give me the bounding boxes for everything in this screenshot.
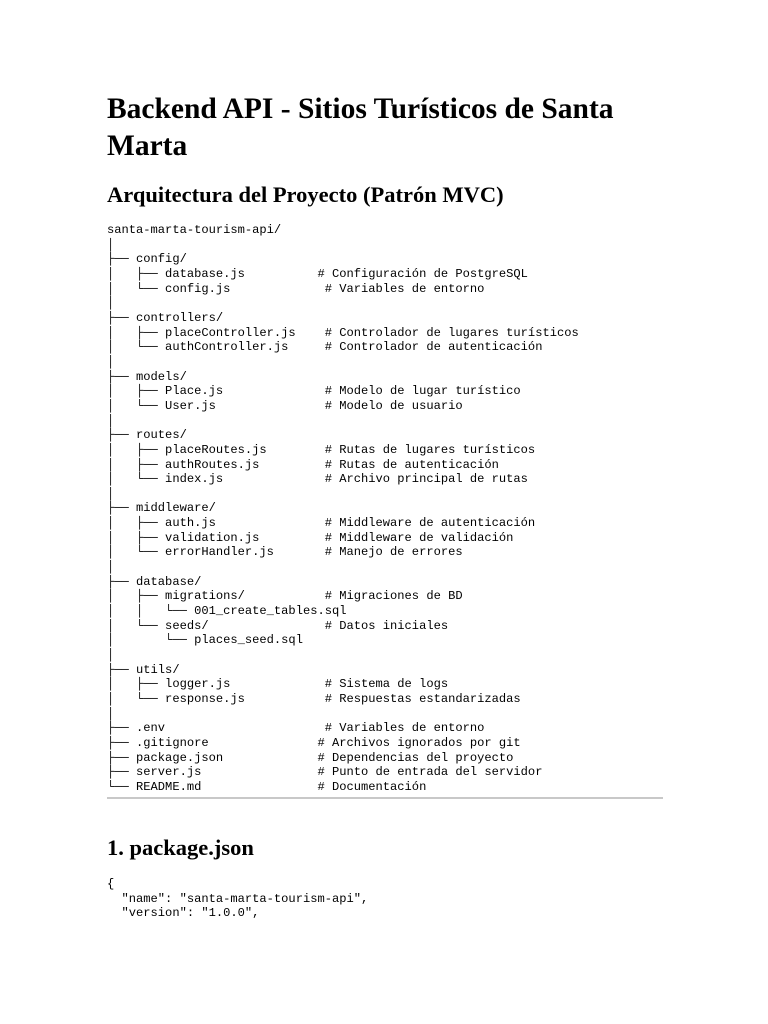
tree-line: │ [107, 237, 115, 252]
tree-line: │ ├── placeController.js # Controlador de lugares turísticos [107, 325, 579, 340]
package-json-code-block [107, 877, 368, 921]
package-json-heading: 1. package.json [107, 835, 254, 860]
tree-line: │ ├── placeRoutes.js # Rutas de lugares turísticos [107, 442, 536, 457]
tree-line: ├── models/ [107, 369, 187, 384]
tree-line: │ └── User.js # Modelo de usuario [107, 398, 463, 413]
tree-line: ├── .env # Variables de entorno [107, 721, 485, 736]
tree-line: santa-marta-tourism-api/ [107, 223, 282, 237]
project-tree-code-block [107, 223, 663, 799]
tree-line: │ ├── Place.js # Modelo de lugar turístico [107, 384, 521, 399]
tree-line: │ [107, 648, 115, 663]
tree-line: │ ├── authRoutes.js # Rutas de autenticación [107, 457, 499, 472]
document-title: Backend API - Sitios Turísticos de Santa Marta [107, 93, 614, 162]
tree-line: │ [107, 560, 115, 575]
tree-line: ├── server.js # Punto de entrada del servidor [107, 765, 543, 780]
tree-line: ├── database/ [107, 574, 202, 589]
tree-line: │ [107, 413, 115, 428]
tree-line: │ │ └── 001_create_tables.sql [107, 604, 347, 619]
tree-line: │ ├── logger.js # Sistema de logs [107, 677, 449, 692]
tree-line: │ └── config.js # Variables de entorno [107, 281, 485, 296]
tree-line: │ └── errorHandler.js # Manejo de errores [107, 545, 463, 560]
tree-line: │ └── response.js # Respuestas estandarizadas [107, 692, 521, 706]
architecture-heading: Arquitectura del Proyecto (Patrón MVC) [107, 182, 504, 207]
tree-line: │ [107, 486, 115, 501]
tree-line: ├── package.json # Dependencias del proyecto [107, 750, 514, 765]
tree-line: │ [107, 354, 115, 369]
tree-line: ├── controllers/ [107, 310, 224, 325]
tree-line: │ ├── auth.js # Middleware de autenticación [107, 516, 536, 531]
tree-line: ├── middleware/ [107, 501, 216, 516]
code-line: "name": "santa-marta-tourism-api", [107, 891, 369, 906]
tree-line: ├── .gitignore # Archivos ignorados por git [107, 735, 521, 750]
code-line: { [107, 877, 115, 891]
tree-line: │ ├── migrations/ # Migraciones de BD [107, 589, 463, 604]
tree-line: │ [107, 296, 115, 311]
tree-line: └── README.md # Documentación [107, 779, 427, 794]
tree-line: │ ├── database.js # Configuración de PostgreSQL [107, 266, 528, 281]
tree-line: │ ├── validation.js # Middleware de validación [107, 530, 514, 545]
tree-line: │ └── places_seed.sql [107, 633, 303, 648]
tree-line: │ └── authController.js # Controlador de autenticación [107, 340, 543, 355]
tree-line: ├── utils/ [107, 662, 180, 677]
tree-line: │ └── seeds/ # Datos iniciales [107, 618, 449, 633]
tree-line: │ └── index.js # Archivo principal de rutas [107, 472, 528, 487]
tree-line: ├── config/ [107, 252, 187, 267]
tree-line: ├── routes/ [107, 428, 187, 443]
tree-line: │ [107, 706, 115, 721]
code-line: "version": "1.0.0", [107, 906, 260, 921]
